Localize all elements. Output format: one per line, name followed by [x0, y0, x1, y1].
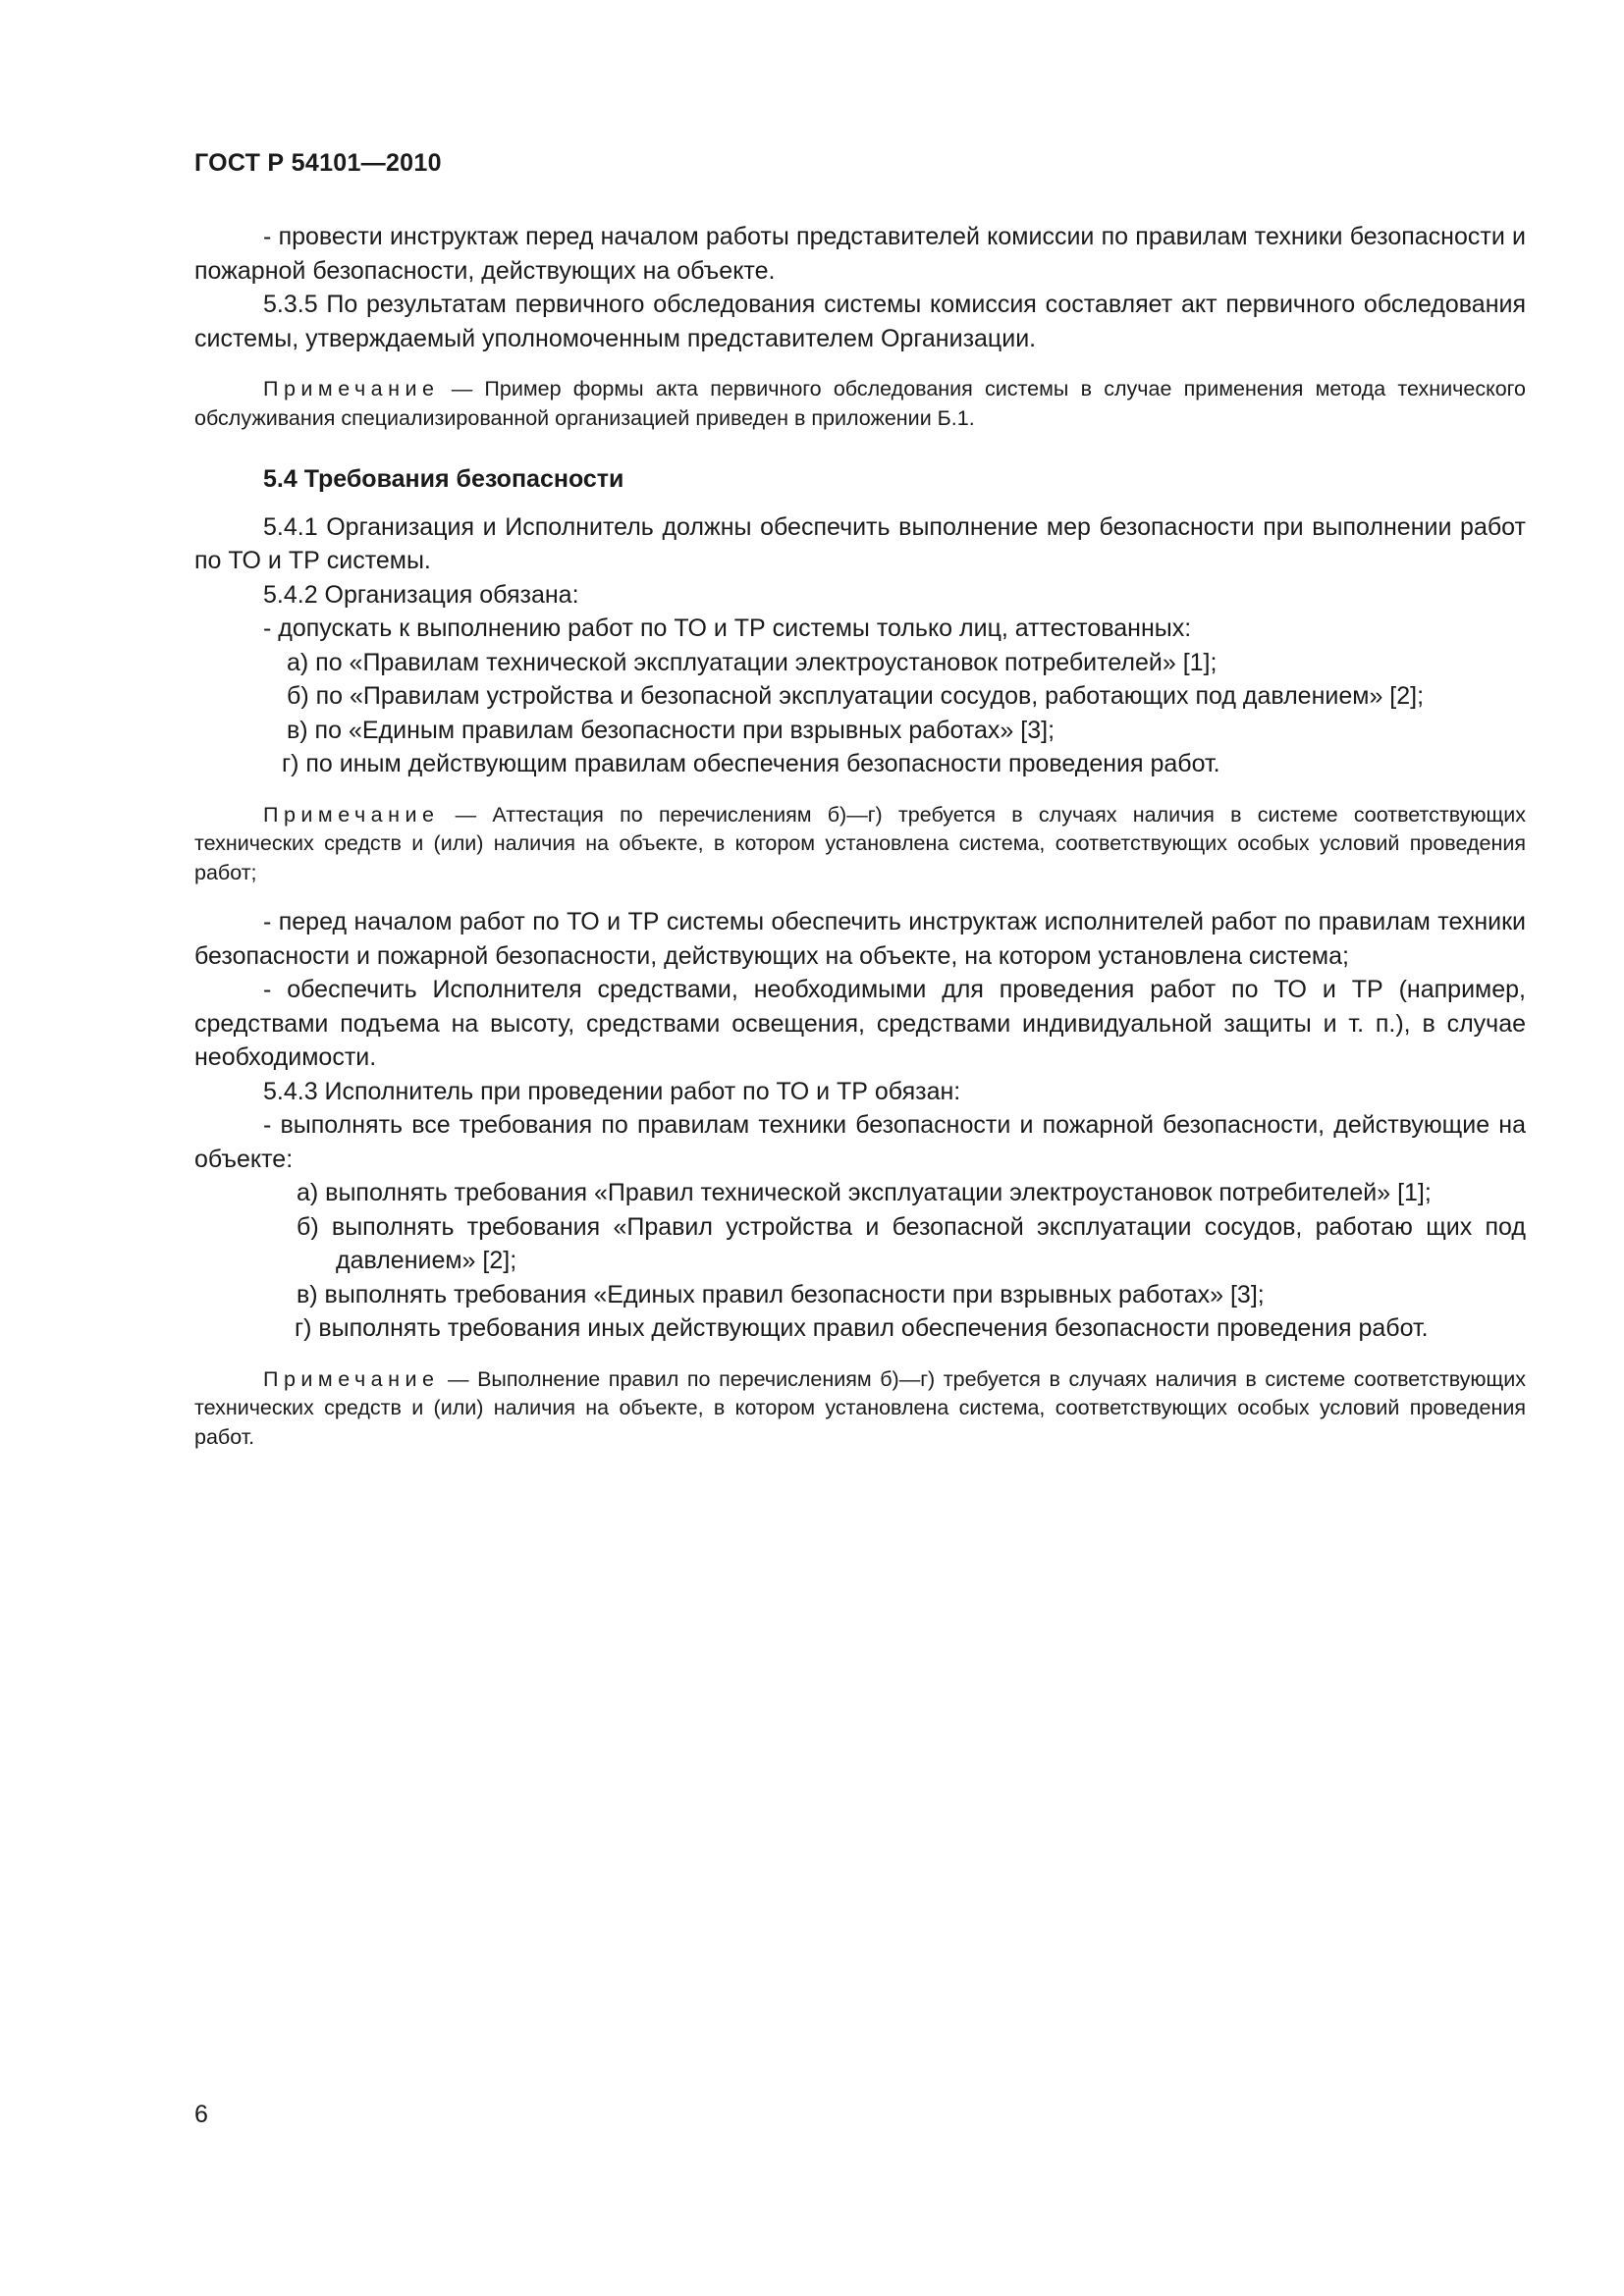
note-2	[194, 801, 1526, 888]
list-item-g: г) по иным действующим правилам обеспечения безопасности проведения работ.	[282, 750, 1220, 777]
page-number: 6	[194, 2101, 208, 2128]
list-item-v: в) по «Единым правилам безопасности при взрывных работах» [3];	[287, 716, 1056, 744]
paragraph-fulfill: - выполнять все требования по правилам техники безопасности и пожарной безопасности, действующие на объекте:	[194, 1111, 1526, 1173]
paragraph-5-4-2: 5.4.2 Организация обязана:	[263, 580, 579, 609]
section-heading-5-4: 5.4 Требования безопасности	[263, 465, 624, 493]
paragraph-admit: - допускать к выполнению работ по ТО и ТР системы только лиц, аттестованных:	[263, 614, 1192, 642]
note-text: — Выполнение правил по перечислениям б)—г) требуется в случаях наличия в системе соответствующих технических средств и (или) наличия на объекте, в котором установлена система, соответствующих особых условий проведения работ.	[194, 1366, 1526, 1449]
document-header: ГОСТ Р 54101—2010	[194, 149, 442, 177]
note-label: Примечание	[263, 377, 440, 400]
note-label: Примечание	[263, 802, 440, 827]
sublist-item-v: в) выполнять требования «Единых правил безопасности при взрывных работах» [3];	[297, 1280, 1265, 1308]
paragraph-provide: - обеспечить Исполнителя средствами, необходимыми для проведения работ по ТО и ТР (например, средствами подъема на высоту, средствами освещения, средствами индивидуальной защиты и т. п.), в случае необходимости.	[194, 976, 1526, 1071]
paragraph-5-4-1: 5.4.1 Организация и Исполнитель должны обеспечить выполнение мер безопасности при выполнении работ по ТО и ТР системы.	[194, 512, 1526, 574]
note-label: Примечание	[263, 1366, 440, 1391]
paragraph-briefing: - провести инструктаж перед началом работы представителей комиссии по правилам техники безопасности и пожарной безопасности, действующих на объекте.	[194, 223, 1526, 285]
list-item-b: б) по «Правилам устройства и безопасной эксплуатации сосудов, работающих под давлением» [2];	[287, 682, 1425, 710]
note-3	[194, 1365, 1526, 1453]
paragraph-instruct: - перед началом работ по ТО и ТР системы обеспечить инструктаж исполнителей работ по правилам техники безопасности и пожарной безопасности, действующих на объекте, на котором установлена система;	[194, 908, 1526, 970]
note-text: — Аттестация по перечислениям б)—г) требуется в случаях наличия в системе соответствующих технических средств и (или) наличия на объекте, в котором установлена система, соответствующих особых условий проведения работ;	[194, 802, 1526, 884]
sublist-item-a: а) выполнять требования «Правил технической эксплуатации электроустановок потребителей» [1];	[297, 1179, 1432, 1206]
sublist-item-g: г) выполнять требования иных действующих правил обеспечения безопасности проведения работ.	[295, 1314, 1429, 1342]
note-text: — Пример формы акта первичного обследования системы в случае применения метода технического обслуживания специализированной организацией приведен в приложении Б.1.	[194, 377, 1526, 430]
paragraph-5-3-5: 5.3.5 По результатам первичного обследования системы комиссия составляет акт первичного обследования системы, утверждаемый уполномоченным представителем Организации.	[194, 291, 1526, 352]
note-1	[194, 375, 1526, 433]
paragraph-5-4-3: 5.4.3 Исполнитель при проведении работ по ТО и ТР обязан:	[263, 1077, 961, 1105]
list-item-a: а) по «Правилам технической эксплуатации электроустановок потребителей» [1];	[287, 648, 1218, 676]
sublist-item-b: б) выполнять требования «Правил устройства и безопасной эксплуатации сосудов, работаю щих под давлением» [2];	[297, 1212, 1526, 1274]
document-body	[194, 220, 1526, 1469]
